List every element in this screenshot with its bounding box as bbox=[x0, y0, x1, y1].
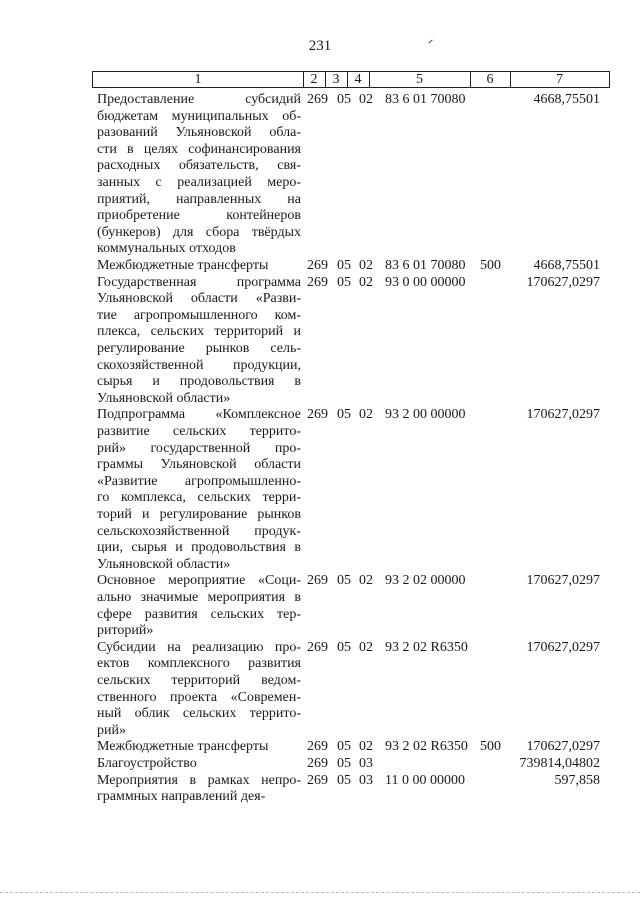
description-line: рий» bbox=[97, 722, 126, 738]
description-line: сырья и продовольствия в bbox=[97, 374, 301, 390]
col-admin-code: 269 bbox=[307, 639, 328, 655]
description-line: Межбюджетные трансферты bbox=[97, 739, 269, 755]
col-section: 05 bbox=[337, 772, 351, 788]
description-line: Благоустройство bbox=[97, 755, 197, 771]
col-amount: 4668,75501 bbox=[533, 92, 600, 107]
description-line: занных с реализацией меро- bbox=[97, 174, 301, 190]
description-line: расходных обязательств, свя- bbox=[97, 158, 301, 174]
col-amount: 170627,0297 bbox=[526, 639, 600, 655]
col-target-article: 93 2 02 R6350 bbox=[385, 639, 468, 655]
page-number: 231 bbox=[308, 38, 332, 54]
description-line: Ульяновской области «Разви- bbox=[97, 291, 301, 307]
header-col-5: 5 bbox=[369, 72, 471, 87]
col-admin-code: 269 bbox=[307, 772, 328, 788]
col-subsection: 02 bbox=[359, 639, 373, 655]
col-admin-code: 269 bbox=[307, 739, 328, 755]
col-amount: 170627,0297 bbox=[526, 739, 600, 755]
col-section: 05 bbox=[337, 92, 351, 107]
col-section: 05 bbox=[337, 739, 351, 755]
description-line: Государственная программа bbox=[97, 274, 301, 290]
col-section: 05 bbox=[337, 258, 351, 273]
table-row bbox=[0, 92, 640, 258]
description-line: разований Ульяновской обла- bbox=[97, 125, 301, 141]
row-description bbox=[97, 756, 301, 773]
description-line: сельскохозяйственной продук- bbox=[97, 523, 301, 539]
budget-table-body bbox=[0, 92, 640, 806]
row-description bbox=[97, 407, 301, 573]
table-header bbox=[92, 71, 610, 88]
col-admin-code: 269 bbox=[307, 755, 328, 771]
page-edge-line bbox=[0, 892, 640, 893]
description-line: приобретение контейнеров bbox=[97, 208, 301, 224]
table-row bbox=[0, 773, 640, 806]
header-col-7: 7 bbox=[556, 72, 563, 87]
header-col-4: 4 bbox=[347, 72, 370, 87]
col-target-article: 93 2 00 00000 bbox=[385, 407, 466, 423]
description-line: ально значимые мероприятия в bbox=[97, 589, 301, 605]
description-line: Основное мероприятие «Соци- bbox=[97, 573, 301, 589]
table-row bbox=[0, 573, 640, 639]
description-line: ектов комплексного развития bbox=[97, 656, 301, 672]
col-amount: 4668,75501 bbox=[533, 258, 600, 273]
table-row bbox=[0, 275, 640, 408]
col-amount: 170627,0297 bbox=[526, 573, 600, 589]
description-line: регулирование рынков сель- bbox=[97, 340, 301, 356]
col-section: 05 bbox=[337, 274, 351, 290]
row-description bbox=[97, 92, 301, 258]
col-expense-type: 500 bbox=[480, 258, 501, 273]
col-subsection: 02 bbox=[359, 274, 373, 290]
description-line: Мероприятия в рамках непро- bbox=[97, 772, 301, 788]
description-line: рий» государственной про- bbox=[97, 440, 301, 456]
col-expense-type: 500 bbox=[480, 739, 501, 755]
col-section: 05 bbox=[337, 407, 351, 423]
col-admin-code: 269 bbox=[307, 407, 328, 423]
description-line: приятий, направленных на bbox=[97, 191, 301, 207]
col-subsection: 02 bbox=[359, 258, 373, 273]
col-subsection: 03 bbox=[359, 772, 373, 788]
description-line: развитие сельских террито- bbox=[97, 423, 301, 439]
col-target-article: 93 2 02 R6350 bbox=[385, 739, 468, 755]
col-amount: 597,858 bbox=[554, 772, 600, 788]
table-row bbox=[0, 258, 640, 275]
description-line: (бункеров) для сбора твёрдых bbox=[97, 224, 301, 240]
description-line: Субсидии на реализацию про- bbox=[97, 639, 301, 655]
row-description bbox=[97, 275, 301, 408]
description-line: сти в целях софинансирования bbox=[97, 141, 301, 157]
col-target-article: 11 0 00 00000 bbox=[385, 772, 465, 788]
row-description bbox=[97, 258, 301, 275]
col-target-article: 83 6 01 70080 bbox=[385, 258, 466, 273]
col-amount: 170627,0297 bbox=[526, 274, 600, 290]
header-col-6: 6 bbox=[470, 72, 511, 87]
description-line: Подпрограмма «Комплексное bbox=[97, 407, 301, 423]
description-line: «Развитие агропромышленно- bbox=[97, 473, 301, 489]
table-row bbox=[0, 756, 640, 773]
description-line: граммных направлений дея- bbox=[97, 789, 266, 805]
description-line: Межбюджетные трансферты bbox=[97, 258, 269, 273]
description-line: торий и регулирование рынков bbox=[97, 506, 301, 522]
row-description bbox=[97, 773, 301, 806]
col-target-article: 93 0 00 00000 bbox=[385, 274, 466, 290]
col-subsection: 02 bbox=[359, 92, 373, 107]
description-line: ственного проекта «Современ- bbox=[97, 689, 301, 705]
description-line: риторий» bbox=[97, 623, 154, 639]
col-admin-code: 269 bbox=[307, 274, 328, 290]
description-line: граммы Ульяновской области bbox=[97, 457, 301, 473]
col-target-article: 93 2 02 00000 bbox=[385, 573, 466, 589]
description-line: го комплекса, сельских терри- bbox=[97, 490, 301, 506]
description-line: Ульяновской области» bbox=[97, 390, 231, 406]
description-line: плекса, сельских территорий и bbox=[97, 324, 301, 340]
description-line: ный облик сельских террито- bbox=[97, 706, 301, 722]
col-subsection: 03 bbox=[359, 755, 373, 771]
table-row bbox=[0, 640, 640, 740]
description-line: бюджетам муниципальных об- bbox=[97, 108, 301, 124]
description-line: коммунальных отходов bbox=[97, 241, 236, 257]
description-line: сфере развития сельских тер- bbox=[97, 606, 301, 622]
col-admin-code: 269 bbox=[307, 92, 328, 107]
col-section: 05 bbox=[337, 755, 351, 771]
description-line: сельских территорий ведом- bbox=[97, 672, 301, 688]
col-target-article: 83 6 01 70080 bbox=[385, 92, 466, 107]
description-line: скохозяйственной продукции, bbox=[97, 357, 301, 373]
col-admin-code: 269 bbox=[307, 573, 328, 589]
table-row bbox=[0, 739, 640, 756]
col-admin-code: 269 bbox=[307, 258, 328, 273]
col-subsection: 02 bbox=[359, 407, 373, 423]
header-col-3: 3 bbox=[325, 72, 348, 87]
col-subsection: 02 bbox=[359, 739, 373, 755]
row-description bbox=[97, 573, 301, 639]
header-col-1: 1 bbox=[93, 72, 304, 87]
row-description bbox=[97, 640, 301, 740]
col-section: 05 bbox=[337, 573, 351, 589]
col-amount: 739814,04802 bbox=[519, 755, 600, 771]
col-section: 05 bbox=[337, 639, 351, 655]
description-line: ции, сырья и продовольствия в bbox=[97, 540, 301, 556]
col-amount: 170627,0297 bbox=[526, 407, 600, 423]
table-row bbox=[0, 407, 640, 573]
row-description bbox=[97, 739, 301, 756]
header-col-2: 2 bbox=[303, 72, 326, 87]
description-line: Ульяновской области» bbox=[97, 556, 231, 572]
col-subsection: 02 bbox=[359, 573, 373, 589]
description-line: Предоставление субсидий bbox=[97, 92, 301, 107]
description-line: тие агропромышленного ком- bbox=[97, 307, 301, 323]
